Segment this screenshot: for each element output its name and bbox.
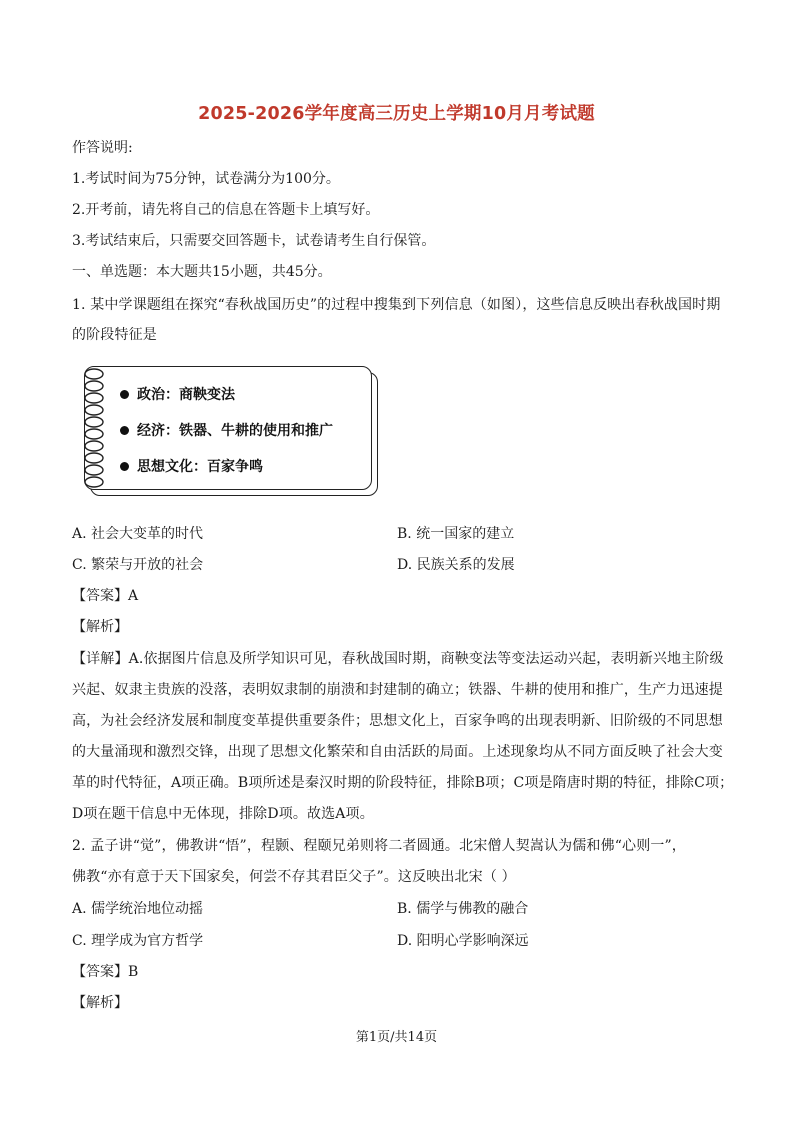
q2-option-c: C. 理学成为官方哲学 <box>72 933 204 949</box>
spiral-binding-icon <box>80 366 110 491</box>
q2-option-b: B. 儒学与佛教的融合 <box>397 901 529 917</box>
bullet-icon <box>120 390 129 399</box>
q1-option-b: B. 统一国家的建立 <box>397 526 515 542</box>
q2-answer: 【答案】B <box>72 964 139 980</box>
figure-item-economy: 经济：铁器、牛耕的使用和推广 <box>120 420 333 440</box>
instruction-item: 2.开考前，请先将自己的信息在答题卡上填写好。 <box>72 202 380 218</box>
q2-stem-line: 佛教“亦有意于天下国家矣，何尝不存其君臣父子”。这反映出北宋（ ） <box>72 869 516 885</box>
q1-option-a: A. 社会大变革的时代 <box>72 526 204 542</box>
q1-detail-line: 【详解】A.依据图片信息及所学知识可见，春秋战国时期，商鞅变法等变法运动兴起，表明新兴地主阶级 <box>72 651 724 667</box>
q1-detail-line: 革的时代特征，A项正确。B项所述是秦汉时期的阶段特征，排除B项；C项是隋唐时期的特征，排除C项； <box>72 775 734 791</box>
q1-detail-line: 兴起、奴隶主贵族的没落，表明奴隶制的崩溃和封建制的确立；铁器、牛耕的使用和推广，生产力迅速提 <box>72 682 723 698</box>
q1-stem-line: 的阶段特征是 <box>72 327 157 343</box>
q1-answer: 【答案】A <box>72 588 139 604</box>
q1-stem-line: 1. 某中学课题组在探究“春秋战国历史”的过程中搜集到下列信息（如图），这些信息反映出春秋战国时期 <box>72 297 721 313</box>
q2-option-a: A. 儒学统治地位动摇 <box>72 901 204 917</box>
q1-detail-line: 高，为社会经济发展和制度变革提供重要条件；思想文化上，百家争鸣的出现表明新、旧阶级的不同思想 <box>72 713 723 729</box>
q1-detail-line: 的大量涌现和激烈交锋，出现了思想文化繁荣和自由活跃的局面。上述现象均从不同方面反映了社会大变 <box>72 744 723 760</box>
q2-option-d: D. 阳明心学影响深远 <box>397 933 529 949</box>
exam-title: 2025-2026学年度高三历史上学期10月月考试题 <box>198 104 595 124</box>
q1-option-d: D. 民族关系的发展 <box>397 557 515 573</box>
figure-item-politics: 政治：商鞅变法 <box>120 384 235 404</box>
q1-notebook-figure <box>80 364 380 496</box>
q1-option-c: C. 繁荣与开放的社会 <box>72 557 204 573</box>
q2-analysis-label: 【解析】 <box>72 995 128 1011</box>
instructions-heading: 作答说明: <box>72 140 133 156</box>
q2-stem-line: 2. 孟子讲“觉”，佛教讲“悟”，程颢、程颐兄弟则将二者圆通。北宋僧人契嵩认为儒和佛“心则一”， <box>72 838 686 854</box>
bullet-icon <box>120 462 129 471</box>
figure-item-culture: 思想文化：百家争鸣 <box>120 456 263 476</box>
bullet-icon <box>120 426 129 435</box>
q1-detail-line: D项在题干信息中无体现，排除D项。故选A项。 <box>72 806 374 822</box>
page-footer: 第1页/共14页 <box>355 1030 438 1045</box>
instruction-item: 1.考试时间为75分钟，试卷满分为100分。 <box>72 171 340 187</box>
instruction-item: 3.考试结束后，只需要交回答题卡，试卷请考生自行保管。 <box>72 233 436 249</box>
section-heading: 一、单选题：本大题共15小题，共45分。 <box>72 264 332 280</box>
q1-analysis-label: 【解析】 <box>72 619 128 635</box>
